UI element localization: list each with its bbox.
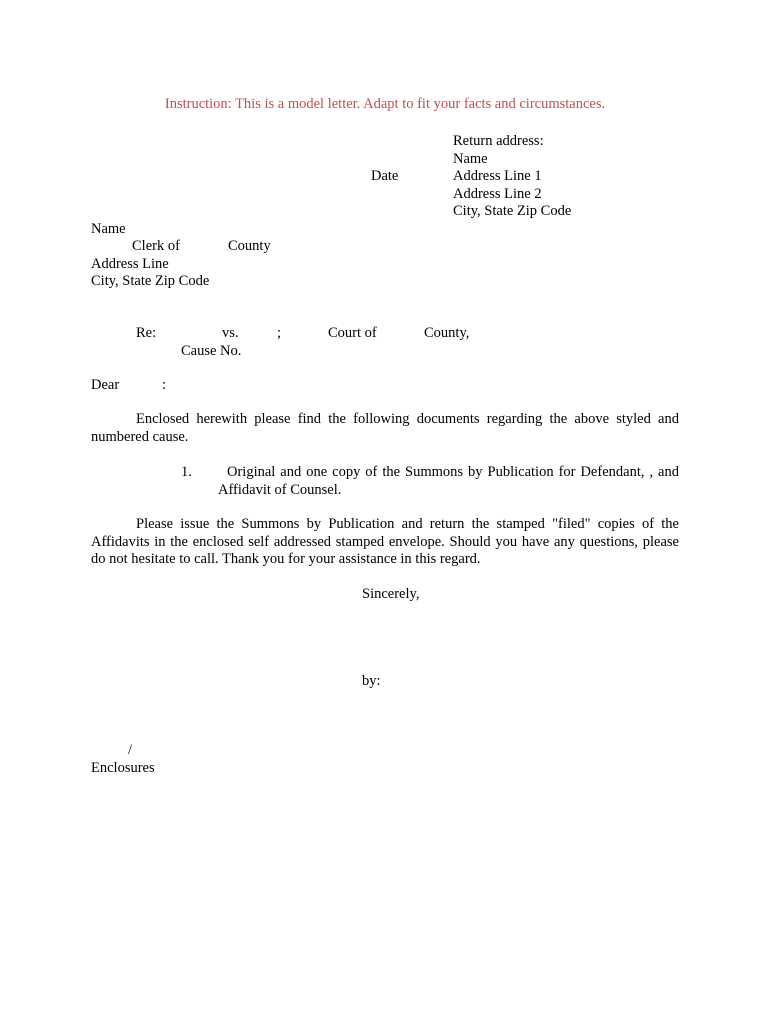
recipient-county: County [228, 238, 271, 254]
enclosure-item-number: 1. [181, 464, 192, 480]
enclosures-label: Enclosures [91, 760, 155, 776]
initials-slash: / [128, 742, 133, 758]
enclosure-item-text: Original and one copy of the Summons by Publication for Defendant, , and Affidavit of Counsel. [218, 464, 679, 498]
return-address-line2: Address Line 2 [453, 185, 542, 202]
recipient-name: Name [91, 220, 126, 237]
date-label: Date [371, 168, 399, 184]
return-address-city-state-zip: City, State Zip Code [453, 203, 572, 219]
salutation-dear: Dear [91, 377, 120, 393]
return-address-line1: Address Line 1 [453, 168, 542, 184]
recipient-clerk-of: Clerk of [132, 238, 180, 254]
body-paragraph-2: Please issue the Summons by Publication and return the stamped "filed" copies of the Affidavits in the enclosed self addressed stamped envelope. Should you have any questions, please do not hesitate to call. Thank you for your assistance in this regard. [91, 516, 679, 567]
recipient-address-line: Address Line [91, 255, 169, 272]
re-semicolon: ; [277, 325, 282, 341]
closing-by: by: [362, 673, 381, 689]
re-court-of: Court of [328, 325, 377, 341]
closing-sincerely: Sincerely, [362, 586, 420, 602]
body-paragraph-1: Enclosed herewith please find the following documents regarding the above styled and numbered cause. [91, 411, 679, 445]
salutation-colon: : [162, 377, 167, 393]
return-address-name: Name [453, 150, 488, 167]
re-cause-no: Cause No. [181, 342, 242, 359]
instruction-note: Instruction: This is a model letter. Adapt to fit your facts and circumstances. [164, 96, 606, 112]
re-county: County, [424, 325, 470, 341]
recipient-city-state-zip: City, State Zip Code [91, 273, 210, 289]
re-vs: vs. [222, 325, 239, 341]
return-address-heading: Return address: [453, 133, 544, 149]
re-label: Re: [136, 325, 157, 341]
